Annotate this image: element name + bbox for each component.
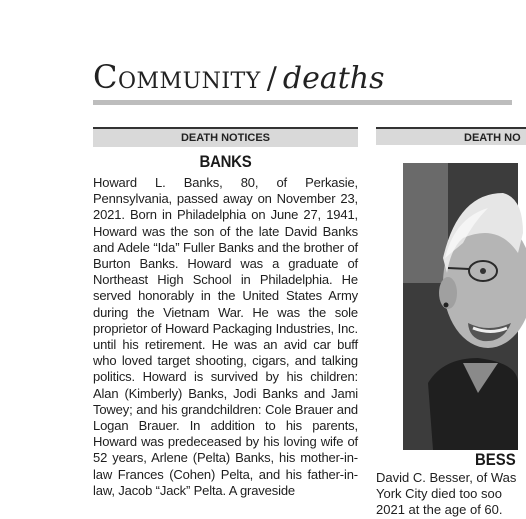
masthead-rule bbox=[93, 100, 512, 105]
subsection-title: deaths bbox=[282, 61, 385, 96]
obituary-name-banks: BANKS bbox=[199, 152, 252, 171]
obituary-line: 2021 at the age of 60. bbox=[376, 502, 503, 518]
portrait-illustration bbox=[403, 163, 518, 450]
obituary-line: David C. Besser, of Was bbox=[376, 470, 517, 485]
obituary-body-banks: Howard L. Banks, 80, of Perkasie, Pennsylvania, passed away on November 23, 2021. Born in Philadelphia on June 27, 1941, Howard was the son of the late David Banks and Adele “Ida” Fuller Banks and the brother of Burton Banks. Howard was a graduate of Northeast High School in Philadelphia. He served honorably in the United States Army during the Vietnam War. He was the sole proprietor of Howard Packaging Industries, Inc. until his retirement. He was an avid car buff who loved target shooting, cigars, and talking politics. Howard is survived by his children: Alan (Kimberly) Banks, Jodi Banks and Jami Towey; and his grandchildren: Cole Brauer and Logan Brauer. In addition to his parents, Howard was predeceased by his loving wife of 52 years, Arlene (Pelta) Banks, his mother-in-law Frances (Cohen) Pelta, and his father-in-law, Jacob “Jack” Pelta. A graveside bbox=[93, 175, 358, 498]
obituary-body-besser bbox=[376, 470, 517, 518]
obituary-line: York City died too soo bbox=[376, 486, 502, 502]
death-notices-header-left: DEATH NOTICES bbox=[93, 127, 358, 147]
death-notices-header-right: DEATH NO bbox=[376, 127, 526, 145]
section-title: Community bbox=[93, 58, 261, 96]
obituary-photo bbox=[403, 163, 518, 450]
title-separator: / bbox=[266, 61, 277, 96]
obituary-name-besser: BESS bbox=[475, 450, 516, 469]
masthead bbox=[93, 58, 385, 96]
